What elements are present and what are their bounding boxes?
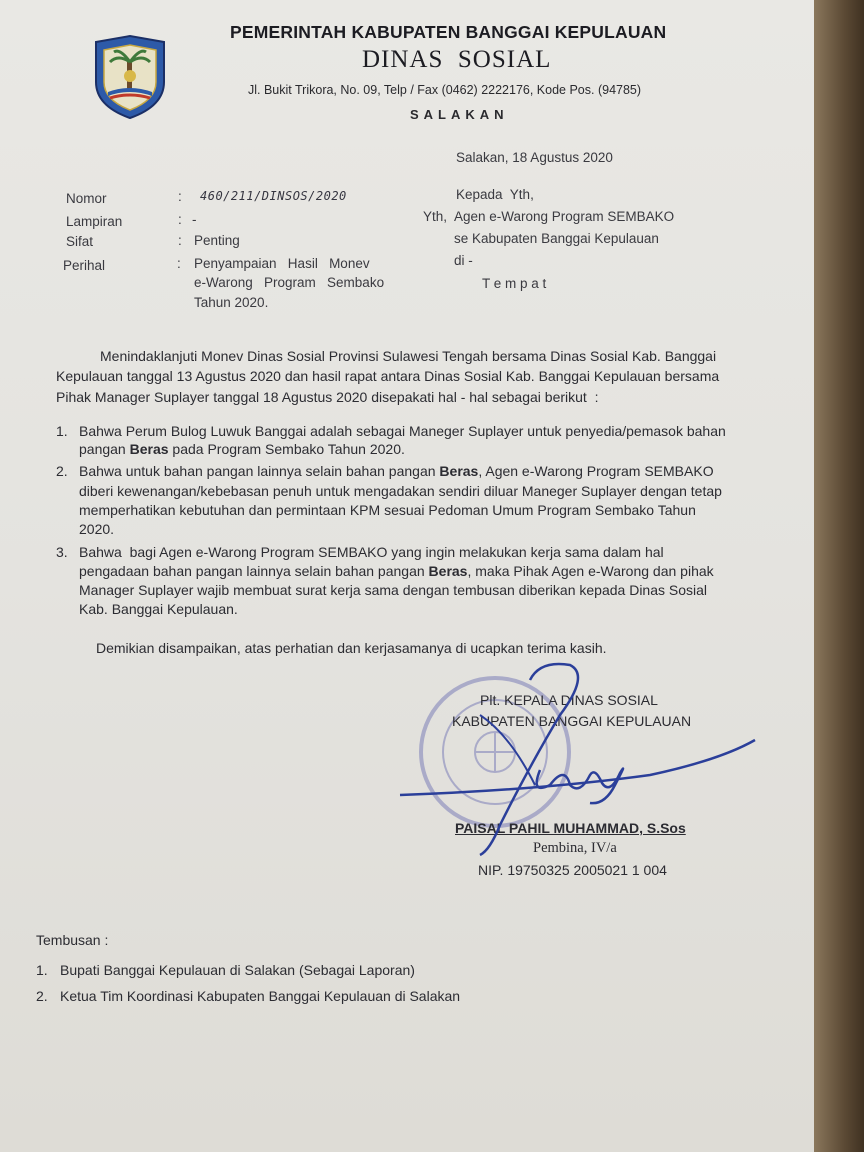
item-2-number: 2. (56, 463, 68, 479)
item-2-line-4: 2020. (79, 521, 115, 537)
desk-surface (814, 0, 864, 1152)
perihal-colon: : (177, 256, 181, 271)
nomor-label: Nomor (66, 191, 107, 206)
lampiran-colon: : (178, 212, 182, 227)
cc-item-1-number: 1. (36, 962, 48, 978)
signatory-rank: Pembina, IV/a (533, 840, 617, 856)
beras-emphasis: Beras (428, 563, 468, 579)
sifat-label: Sifat (66, 234, 94, 249)
regency-emblem-icon (88, 32, 172, 120)
cc-heading: Tembusan : (36, 932, 109, 948)
signatory-name: PAISAL PAHIL MUHAMMAD, S.Sos (455, 820, 686, 836)
item-3-line-2: pengadaan bahan pangan lainnya selain bahan pangan Beras, maka Pihak Agen e-Warong dan pihak (79, 563, 714, 579)
letterhead-address: Jl. Bukit Trikora, No. 09, Telp / Fax (0462) 2222176, Kode Pos. (94785) (248, 83, 642, 97)
lampiran-value: - (192, 212, 197, 227)
beras-emphasis: Beras (439, 463, 479, 479)
intro-line-1: Menindaklanjuti Monev Dinas Sosial Provinsi Sulawesi Tengah bersama Dinas Sosial Kab. Banggai (100, 348, 717, 364)
letterhead-city: SALAKAN (410, 107, 509, 122)
item-3-line-4: Kab. Banggai Kepulauan. (79, 601, 238, 617)
signature-icon (390, 655, 770, 865)
perihal-label: Perihal (63, 258, 106, 273)
item-3-line-1: Bahwa bagi Agen e-Warong Program SEMBAKO yang ingin melakukan kerja sama dalam hal (79, 544, 664, 560)
item-2-line-1: Bahwa untuk bahan pangan lainnya selain bahan pangan Beras, Agen e-Warong Program SEMBAKO (79, 463, 714, 479)
item-1-line-1: Bahwa Perum Bulog Luwuk Banggai adalah sebagai Maneger Suplayer untuk penyedia/pemasok bahan (79, 423, 726, 439)
intro-line-3: Pihak Manager Suplayer tanggal 18 Agustus 2020 disepakati hal - hal sebagai berikut : (56, 389, 599, 405)
letterhead-office: DINAS SOSIAL (362, 46, 552, 73)
recipient-line-2: se Kabupaten Banggai Kepulauan (454, 231, 659, 246)
signature-title-2: KABUPATEN BANGGAI KEPULAUAN (452, 713, 692, 729)
sifat-colon: : (178, 233, 182, 248)
nomor-colon: : (178, 189, 182, 204)
perihal-line-2: e-Warong Program Sembako (194, 275, 385, 290)
sifat-value: Penting (194, 233, 240, 248)
lampiran-label: Lampiran (66, 214, 123, 229)
signatory-nip: NIP. 19750325 2005021 1 004 (478, 862, 667, 878)
intro-line-2: Kepulauan tanggal 13 Agustus 2020 dan hasil rapat antara Dinas Sosial Kab. Banggai Kepulauan bersama (56, 368, 720, 384)
closing-text: Demikian disampaikan, atas perhatian dan kerjasamanya di ucapkan terima kasih. (96, 640, 607, 656)
item-3-number: 3. (56, 544, 68, 560)
item-1-line-2: pangan Beras pada Program Sembako Tahun 2020. (79, 441, 405, 457)
item-1-number: 1. (56, 423, 68, 439)
perihal-line-1: Penyampaian Hasil Monev (194, 256, 370, 271)
recipient-kepada: Kepada Yth, (456, 187, 534, 202)
recipient-line-4: T e m p a t (482, 276, 547, 291)
item-3-line-3: Manager Suplayer wajib membuat surat kerja sama dengan tembusan diberikan kepada Dinas Sosial (79, 582, 708, 598)
cc-item-2-text: Ketua Tim Koordinasi Kabupaten Banggai Kepulauan di Salakan (60, 988, 461, 1004)
nomor-value: 460/211/DINSOS/2020 (200, 189, 347, 203)
recipient-line-1: Agen e-Warong Program SEMBAKO (454, 209, 675, 224)
cc-item-2-number: 2. (36, 988, 48, 1004)
cc-item-1-text: Bupati Banggai Kepulauan di Salakan (Sebagai Laporan) (60, 962, 415, 978)
item-2-line-2: diberi kewenangan/kebebasan penuh untuk mengadakan sendiri diluar Maneger Suplayer dengan tetap (79, 483, 722, 499)
recipient-yth: Yth, (423, 209, 448, 224)
signature-title-1: Plt. KEPALA DINAS SOSIAL (480, 692, 658, 708)
recipient-line-3: di - (454, 253, 473, 268)
beras-emphasis: Beras (129, 441, 169, 457)
letterhead-government: PEMERINTAH KABUPATEN BANGGAI KEPULAUAN (230, 22, 667, 42)
letter-date: Salakan, 18 Agustus 2020 (456, 150, 613, 165)
perihal-line-3: Tahun 2020. (194, 295, 269, 310)
item-2-line-3: memperhatikan kebutuhan dan permintaan KPM sesuai Pedoman Umum Program Sembako Tahun (79, 502, 696, 518)
